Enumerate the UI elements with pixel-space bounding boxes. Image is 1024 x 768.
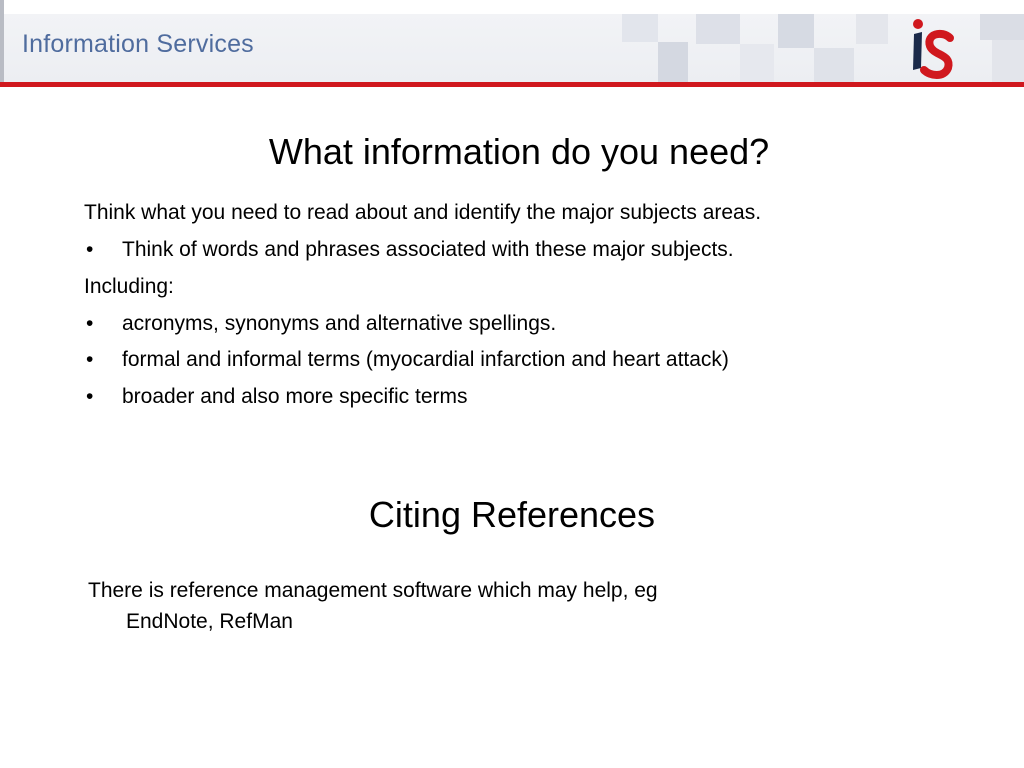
section-heading-citing: Citing References (368, 494, 656, 535)
bullet-marker: • (86, 348, 94, 371)
mosaic-tile (980, 14, 1024, 40)
including-label: Including: (84, 275, 174, 298)
header-title: Information Services (22, 30, 254, 58)
mosaic-tile (658, 42, 688, 82)
bullet-words-phrases: Think of words and phrases associated with these major subjects. (122, 238, 734, 261)
bullet-formal-terms: formal and informal terms (myocardial infarction and heart attack) (122, 348, 729, 371)
section-heading-information: What information do you need? (268, 131, 770, 172)
header-banner (0, 0, 1024, 84)
header-red-rule (0, 82, 1024, 87)
citing-text-line1: There is reference management software which may help, eg (88, 579, 658, 602)
bullet-marker: • (86, 312, 94, 335)
bullet-broader-terms: broader and also more specific terms (122, 385, 468, 408)
bullet-acronyms: acronyms, synonyms and alternative spellings. (122, 312, 557, 335)
banner-mosaic (600, 0, 1024, 84)
is-logo-icon (904, 16, 960, 80)
mosaic-tile (856, 14, 888, 44)
mosaic-tile (778, 14, 814, 48)
citing-text-line2: EndNote, RefMan (126, 610, 293, 633)
mosaic-tile (622, 14, 658, 42)
mosaic-tile (992, 40, 1024, 82)
bullet-marker: • (86, 385, 94, 408)
mosaic-tile (740, 44, 774, 82)
banner-left-rule (0, 0, 4, 84)
intro-text: Think what you need to read about and identify the major subjects areas. (84, 201, 762, 224)
mosaic-tile (696, 14, 740, 44)
mosaic-tile (814, 48, 854, 82)
bullet-marker: • (86, 238, 94, 261)
